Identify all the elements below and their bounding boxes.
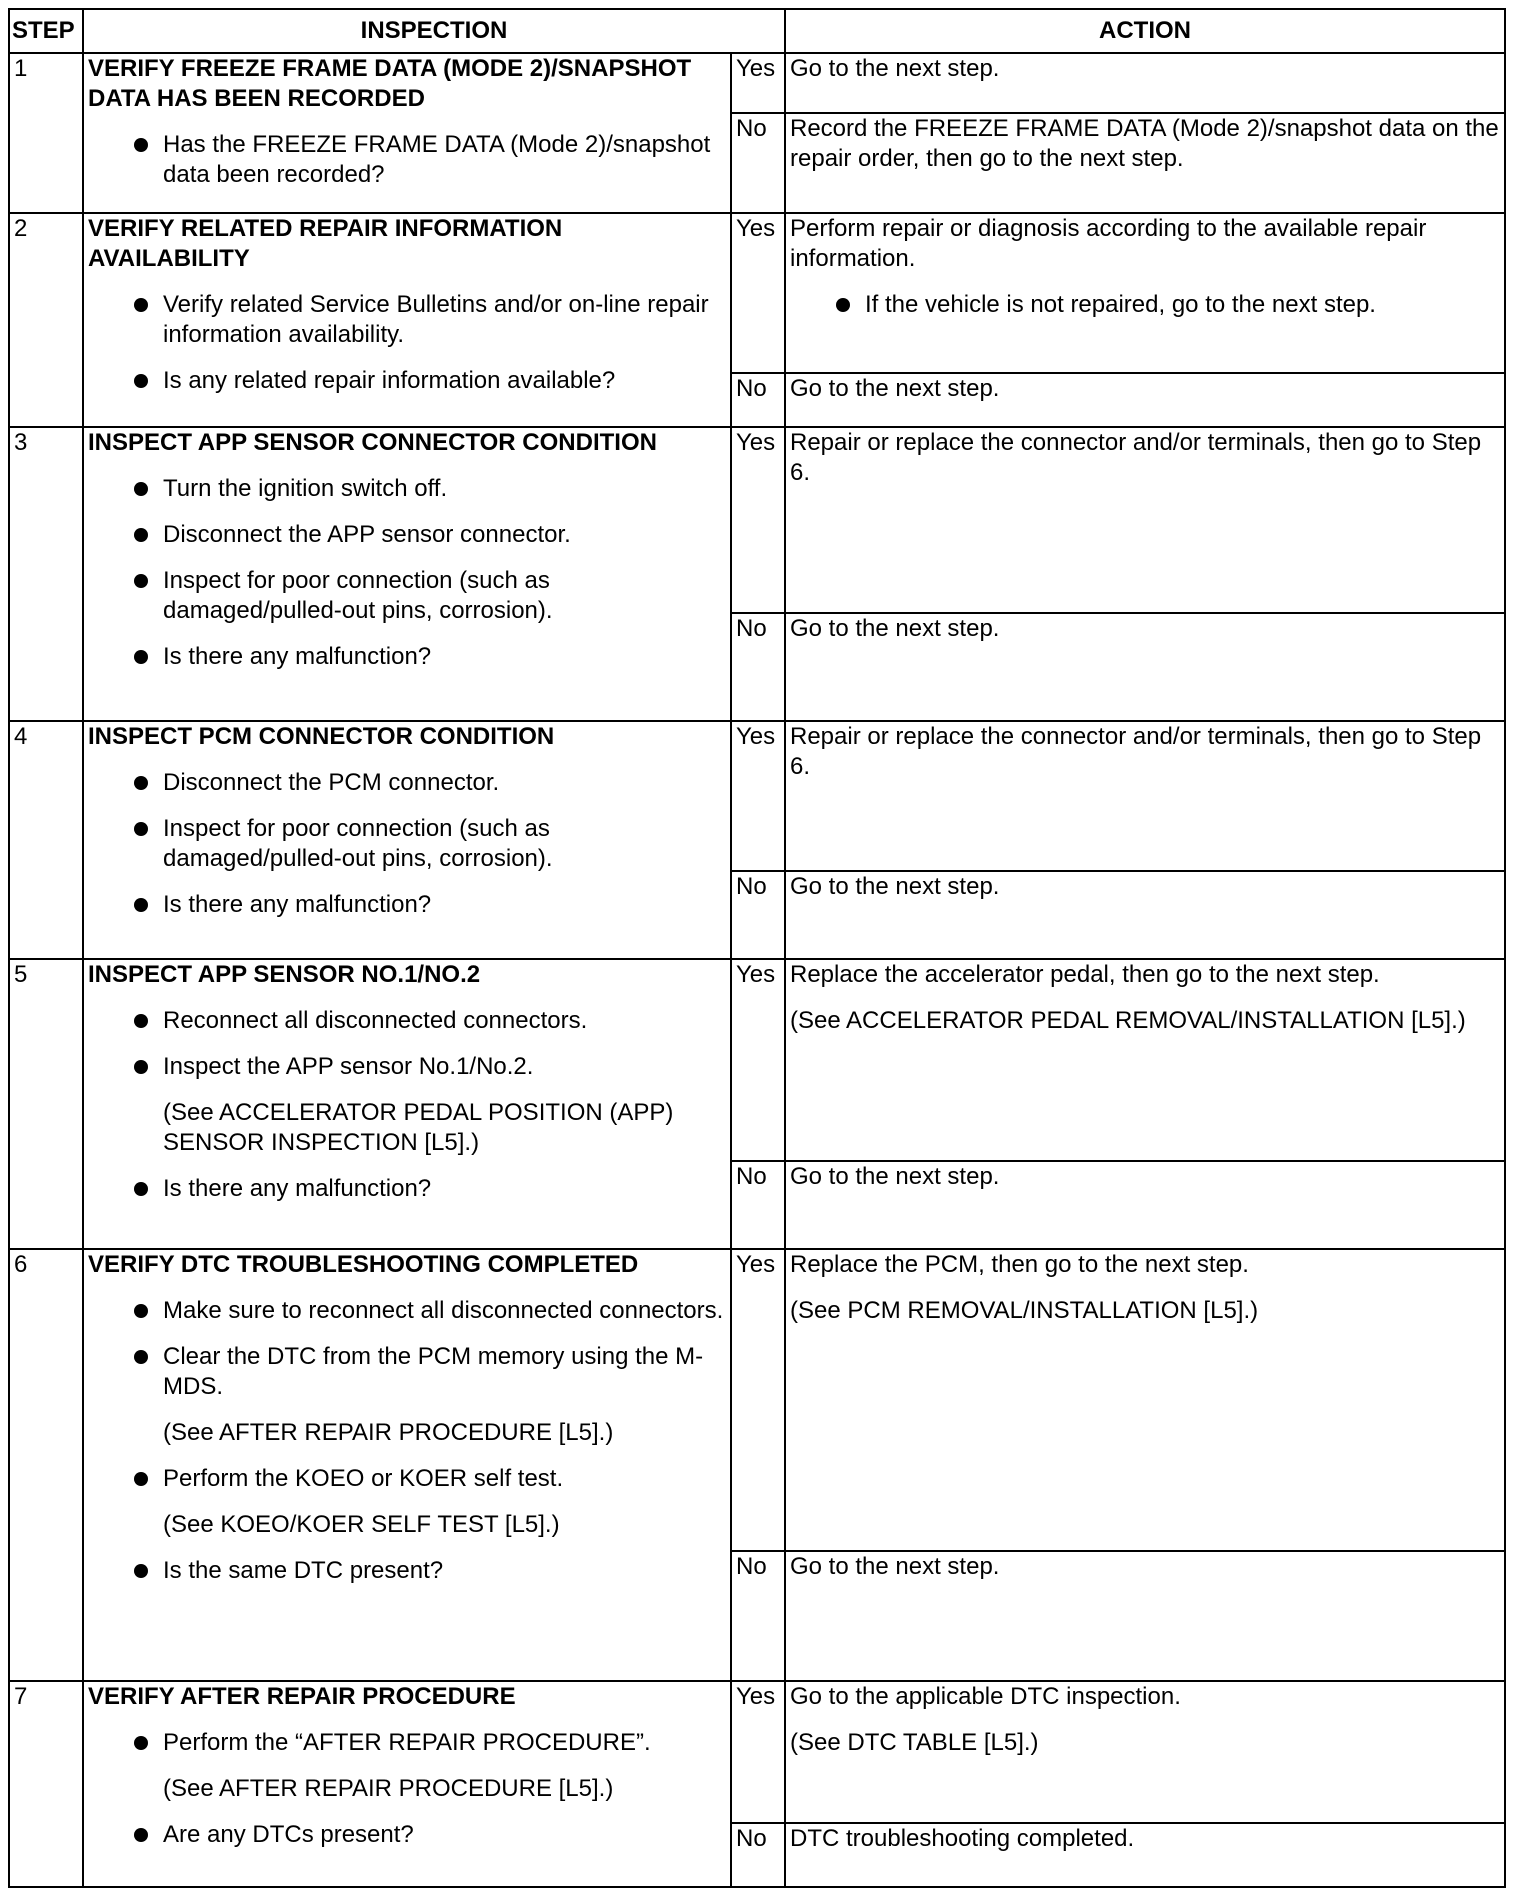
no-action: Go to the next step.	[785, 1551, 1505, 1681]
bullet-icon	[134, 898, 148, 912]
no-label: No	[731, 1823, 785, 1887]
step-number: 5	[9, 959, 83, 1249]
step-title: VERIFY AFTER REPAIR PROCEDURE	[88, 1683, 516, 1710]
step-number: 4	[9, 721, 83, 959]
bullet-icon	[836, 298, 850, 312]
troubleshooting-table	[8, 8, 1506, 1888]
inspection-cell	[83, 1681, 731, 1887]
yes-action: Perform repair or diagnosis according to the available repair information. If the vehicle is not repaired, go to the next step.	[785, 213, 1505, 373]
step-number: 1	[9, 53, 83, 213]
step-7-yes-row	[9, 1681, 1505, 1823]
inspection-cell	[83, 959, 731, 1249]
inspection-cell	[83, 721, 731, 959]
inspection-item: Disconnect the APP sensor connector.	[88, 520, 726, 550]
step-number: 3	[9, 427, 83, 721]
inspection-item: Inspect the APP sensor No.1/No.2.	[88, 1052, 726, 1082]
no-label: No	[731, 1551, 785, 1681]
inspection-item: Make sure to reconnect all disconnected connectors.	[88, 1296, 726, 1326]
no-label: No	[731, 113, 785, 213]
inspection-item: Reconnect all disconnected connectors.	[88, 1006, 726, 1036]
reference-note: (See DTC TABLE [L5].)	[790, 1729, 1039, 1756]
step-title: INSPECT PCM CONNECTOR CONDITION	[88, 723, 555, 750]
inspection-item: Is there any malfunction?	[88, 890, 726, 920]
yes-label: Yes	[731, 959, 785, 1161]
bullet-icon	[134, 776, 148, 790]
header-row	[9, 9, 1505, 53]
reference-note: (See AFTER REPAIR PROCEDURE [L5].)	[163, 1775, 614, 1802]
bullet-icon	[134, 528, 148, 542]
yes-action: Repair or replace the connector and/or terminals, then go to Step 6.	[785, 427, 1505, 613]
inspection-item: Inspect for poor connection (such as damaged/pulled-out pins, corrosion).	[88, 814, 726, 874]
no-action: Go to the next step.	[785, 1161, 1505, 1249]
no-action: Go to the next step.	[785, 373, 1505, 427]
bullet-icon	[134, 574, 148, 588]
step-title: INSPECT APP SENSOR CONNECTOR CONDITION	[88, 429, 657, 456]
yes-label: Yes	[731, 721, 785, 871]
bullet-icon	[134, 298, 148, 312]
inspection-item: Are any DTCs present?	[88, 1820, 726, 1850]
step-6-yes-row	[9, 1249, 1505, 1551]
no-action: Record the FREEZE FRAME DATA (Mode 2)/snapshot data on the repair order, then go to the next step.	[785, 113, 1505, 213]
yes-label: Yes	[731, 1681, 785, 1823]
step-3-yes-row	[9, 427, 1505, 613]
reference-note: (See PCM REMOVAL/INSTALLATION [L5].)	[790, 1297, 1259, 1324]
reference-note: (See KOEO/KOER SELF TEST [L5].)	[163, 1511, 560, 1538]
yes-label: Yes	[731, 427, 785, 613]
inspection-item: Is there any malfunction?	[88, 1174, 726, 1204]
step-number: 7	[9, 1681, 83, 1887]
bullet-icon	[134, 1828, 148, 1842]
bullet-icon	[134, 1304, 148, 1318]
bullet-icon	[134, 1182, 148, 1196]
bullet-icon	[134, 1014, 148, 1028]
step-title: VERIFY DTC TROUBLESHOOTING COMPLETED	[88, 1251, 639, 1278]
inspection-cell	[83, 1249, 731, 1681]
inspection-item: Inspect for poor connection (such as damaged/pulled-out pins, corrosion).	[88, 566, 726, 626]
no-label: No	[731, 1161, 785, 1249]
inspection-item: Disconnect the PCM connector.	[88, 768, 726, 798]
bullet-icon	[134, 482, 148, 496]
bullet-icon	[134, 1736, 148, 1750]
bullet-icon	[134, 374, 148, 388]
step-title: INSPECT APP SENSOR NO.1/NO.2	[88, 961, 481, 988]
inspection-item: Has the FREEZE FRAME DATA (Mode 2)/snapshot data been recorded?	[88, 130, 726, 190]
inspection-item: Verify related Service Bulletins and/or on-line repair information availability.	[88, 290, 726, 350]
inspection-cell	[83, 213, 731, 427]
step-title: VERIFY RELATED REPAIR INFORMATION AVAILABILITY	[88, 215, 563, 272]
step-5-yes-row	[9, 959, 1505, 1161]
step-title: VERIFY FREEZE FRAME DATA (MODE 2)/SNAPSHOT DATA HAS BEEN RECORDED	[88, 55, 692, 112]
step-4-yes-row	[9, 721, 1505, 871]
reference-note: (See ACCELERATOR PEDAL REMOVAL/INSTALLATION [L5].)	[790, 1007, 1466, 1034]
yes-action: Replace the accelerator pedal, then go to the next step. (See ACCELERATOR PEDAL REMOVAL/INSTALLATION [L5].)	[785, 959, 1505, 1161]
bullet-icon	[134, 138, 148, 152]
bullet-icon	[134, 1564, 148, 1578]
inspection-item: Perform the “AFTER REPAIR PROCEDURE”.	[88, 1728, 726, 1758]
header-step: STEP	[9, 9, 83, 53]
inspection-item: Clear the DTC from the PCM memory using the M-MDS.	[88, 1342, 726, 1402]
step-number: 2	[9, 213, 83, 427]
no-label: No	[731, 373, 785, 427]
yes-action: Replace the PCM, then go to the next step. (See PCM REMOVAL/INSTALLATION [L5].)	[785, 1249, 1505, 1551]
action-item: If the vehicle is not repaired, go to the next step.	[790, 290, 1500, 320]
yes-action: Go to the next step.	[785, 53, 1505, 113]
no-action: Go to the next step.	[785, 613, 1505, 721]
no-action: DTC troubleshooting completed.	[785, 1823, 1505, 1887]
inspection-item: Is the same DTC present?	[88, 1556, 726, 1586]
yes-action: Go to the applicable DTC inspection. (See DTC TABLE [L5].)	[785, 1681, 1505, 1823]
bullet-icon	[134, 1350, 148, 1364]
step-1-yes-row	[9, 53, 1505, 113]
inspection-item: Is there any malfunction?	[88, 642, 726, 672]
reference-note: (See AFTER REPAIR PROCEDURE [L5].)	[163, 1419, 614, 1446]
header-action: ACTION	[785, 9, 1505, 53]
inspection-item: Is any related repair information available?	[88, 366, 726, 396]
step-2-yes-row	[9, 213, 1505, 373]
inspection-cell	[83, 53, 731, 213]
no-label: No	[731, 871, 785, 959]
inspection-cell	[83, 427, 731, 721]
yes-label: Yes	[731, 213, 785, 373]
header-inspection: INSPECTION	[83, 9, 785, 53]
yes-label: Yes	[731, 53, 785, 113]
bullet-icon	[134, 1472, 148, 1486]
step-number: 6	[9, 1249, 83, 1681]
bullet-icon	[134, 822, 148, 836]
inspection-item: Perform the KOEO or KOER self test.	[88, 1464, 726, 1494]
bullet-icon	[134, 1060, 148, 1074]
inspection-item: Turn the ignition switch off.	[88, 474, 726, 504]
no-label: No	[731, 613, 785, 721]
yes-action: Repair or replace the connector and/or terminals, then go to Step 6.	[785, 721, 1505, 871]
bullet-icon	[134, 650, 148, 664]
reference-note: (See ACCELERATOR PEDAL POSITION (APP) SENSOR INSPECTION [L5].)	[163, 1099, 674, 1156]
yes-label: Yes	[731, 1249, 785, 1551]
no-action: Go to the next step.	[785, 871, 1505, 959]
